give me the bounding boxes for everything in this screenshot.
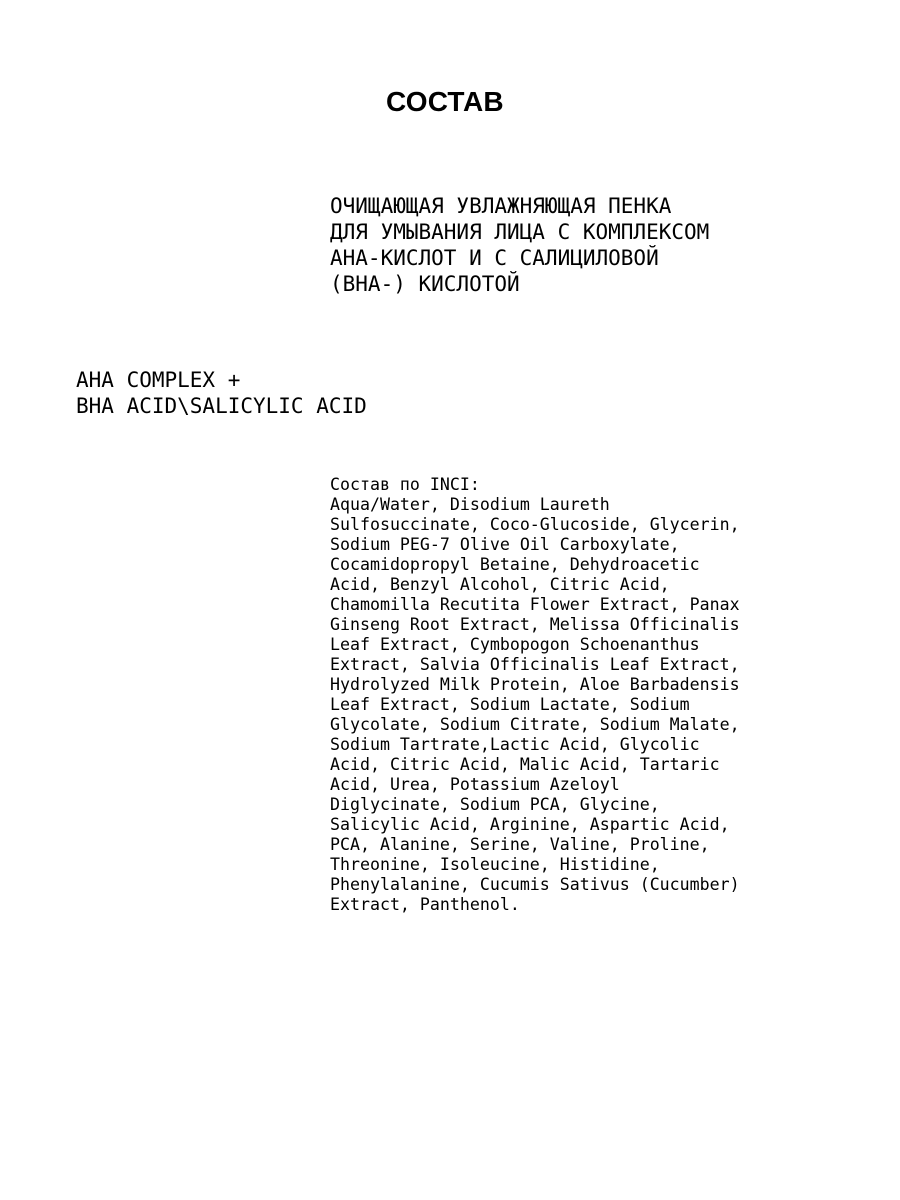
page-title: СОСТАВ xyxy=(386,86,504,117)
active-complex-name: AHA COMPLEX + BHA ACID\SALICYLIC ACID xyxy=(76,368,367,418)
inci-ingredients-block xyxy=(330,475,890,915)
inci-ingredient-list: Aqua/Water, Disodium Laureth Sulfosuccinate, Coco-Glucoside, Glycerin, Sodium PEG-7 Olive Oil Carboxylate, Cocamidopropyl Betaine, Dehydroacetic Acid, Benzyl Alcohol, Citric Acid, Chamomilla Recutita Flower Extract, Panax Ginseng Root Extract, Melissa Officinalis Leaf Extract, Cymbopogon Schoenanthus Extract, Salvia Officinalis Leaf Extract, Hydrolyzed Milk Protein, Aloe Barbadensis Leaf Extract, Sodium Lactate, Sodium Glycolate, Sodium Citrate, Sodium Malate, Sodium Tartrate,Lactic Acid, Glycolic Acid, Citric Acid, Malic Acid, Tartaric Acid, Urea, Potassium Azeloyl Diglycinate, Sodium PCA, Glycine, Salicylic Acid, Arginine, Aspartic Acid, PCA, Alanine, Serine, Valine, Proline, Threonine, Isoleucine, Histidine, Phenylalanine, Cucumis Sativus (Cucumber) Extract, Panthenol. xyxy=(330,495,740,914)
inci-label: Состав по INCI: xyxy=(330,475,480,494)
product-name-heading: ОЧИЩАЮЩАЯ УВЛАЖНЯЮЩАЯ ПЕНКА ДЛЯ УМЫВАНИЯ ЛИЦА С КОМПЛЕКСОМ АНА-КИСЛОТ И С САЛИЦИЛОВОЙ (ВНА-) КИСЛОТОЙ xyxy=(330,194,710,296)
